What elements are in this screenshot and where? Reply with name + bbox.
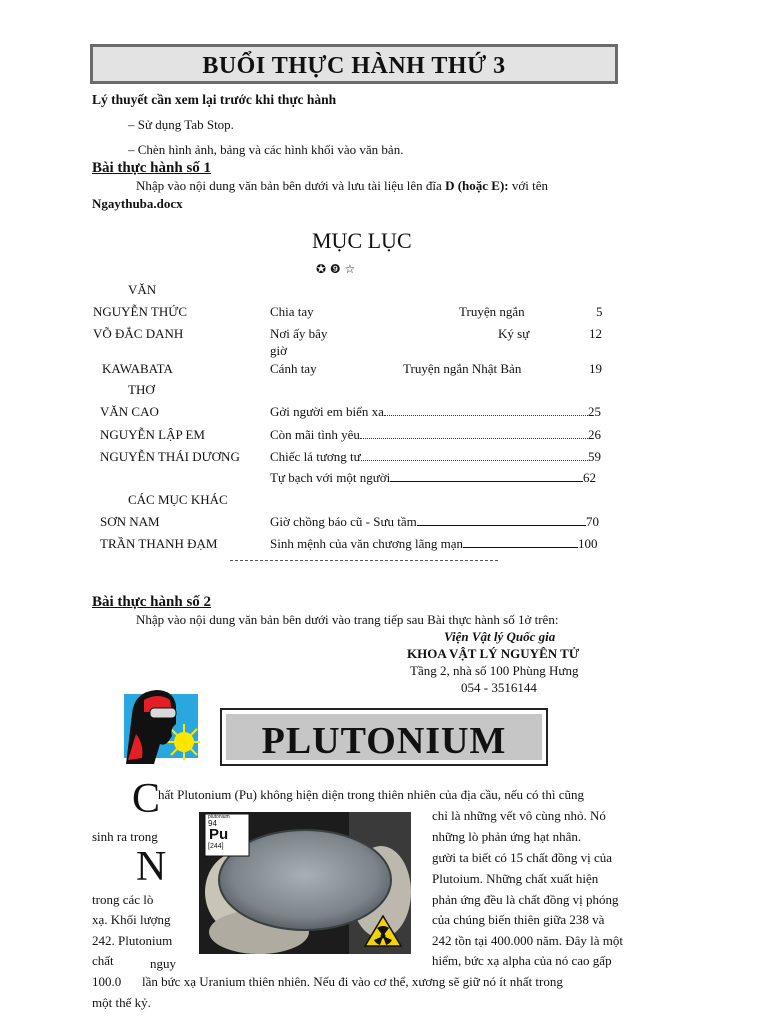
body-line: xạ. Khối lượng bbox=[92, 912, 171, 927]
toc-genre: Truyện ngắn Nhật Bản bbox=[403, 361, 522, 376]
banner-title: PLUTONIUM bbox=[261, 720, 507, 762]
dropcap-n: N bbox=[136, 844, 167, 890]
toc-title: MỤC LỤC bbox=[312, 228, 412, 253]
plutonium-photo bbox=[199, 812, 411, 954]
toc-entry bbox=[270, 470, 583, 486]
body-line: trong các lò bbox=[92, 892, 154, 907]
element-name: plutonium bbox=[208, 814, 230, 820]
ex1-drive: D (hoặc E): bbox=[445, 178, 509, 193]
toc-page: 59 bbox=[588, 449, 601, 464]
body-line: của chúng biến thiên giữa 238 và bbox=[432, 912, 605, 927]
org-name: Viện Vật lý Quốc gia bbox=[444, 629, 556, 644]
toc-genre: Truyện ngắn bbox=[459, 304, 525, 319]
ex1-instruction bbox=[136, 178, 548, 194]
toc-work: Chiếc lá tương tư bbox=[270, 449, 361, 464]
ex1-instruction-end: với tên bbox=[508, 178, 548, 193]
element-number: 94 bbox=[208, 819, 217, 828]
toc-work: Chia tay bbox=[270, 304, 314, 319]
toc-author: TRẦN THANH ĐẠM bbox=[100, 536, 218, 551]
ex1-heading: Bài thực hành số 1 bbox=[92, 160, 212, 176]
toc-work: Còn mãi tình yêu bbox=[270, 427, 360, 442]
toc-symbols: ✪ ❾ ☆ bbox=[316, 262, 356, 276]
toc-work: Cánh tay bbox=[270, 361, 317, 376]
toc-work: Sinh mệnh của văn chương lãng mạn bbox=[270, 536, 463, 551]
toc-work: Gởi người em biển xa bbox=[270, 404, 384, 419]
body-line: lần bức xạ Uranium thiên nhiên. Nếu đi vào cơ thể, xương sẽ giữ nó ít nhất trong bbox=[142, 974, 563, 989]
body-line: hất Plutonium (Pu) không hiện diện trong thiên nhiên của địa cầu, nếu có thì cũng bbox=[158, 787, 585, 802]
body-line: sinh ra trong bbox=[92, 829, 158, 844]
body-line: một thế kỷ. bbox=[92, 995, 151, 1010]
toc-work: Giờ chồng báo cũ - Sưu tầm bbox=[270, 514, 417, 529]
toc-author: SƠN NAM bbox=[100, 514, 160, 529]
toc-page: 19 bbox=[589, 361, 602, 376]
toc-section-tho: THƠ bbox=[128, 382, 155, 397]
toc-work: Tự bạch với một người bbox=[270, 470, 391, 485]
phone: 054 - 3516144 bbox=[461, 680, 537, 695]
toc-page: 100 bbox=[578, 536, 598, 551]
toc-page: 12 bbox=[589, 326, 602, 341]
body-line: 242. Plutonium bbox=[92, 933, 173, 948]
toc-section-khac: CÁC MỤC KHÁC bbox=[128, 492, 228, 507]
dept-name: KHOA VẬT LÝ NGUYÊN TỬ bbox=[407, 646, 580, 661]
scientist-icon bbox=[114, 684, 202, 770]
body-line: hiểm, bức xạ alpha của nó cao gấp bbox=[432, 953, 612, 968]
toc-entry bbox=[270, 404, 588, 420]
element-mass: [244] bbox=[208, 843, 224, 850]
toc-author: NGUYỄN THÁI DƯƠNG bbox=[100, 449, 240, 464]
toc-entry bbox=[270, 427, 588, 443]
ex1-filename: Ngaythuba.docx bbox=[92, 196, 183, 211]
theory-item: – Chèn hình ảnh, bảng và các hình khối vào văn bản. bbox=[128, 142, 404, 157]
toc-author: VÕ ĐẮC DANH bbox=[93, 326, 184, 341]
ex2-instruction: Nhập vào nội dung văn bản bên dưới vào trang tiếp sau Bài thực hành số 1ở trên: bbox=[136, 612, 559, 627]
toc-entry bbox=[270, 536, 578, 552]
theory-intro: Lý thuyết cần xem lại trước khi thực hành bbox=[92, 92, 337, 107]
toc-author: KAWABATA bbox=[102, 361, 173, 376]
body-line: chất bbox=[92, 953, 114, 968]
ex1-instruction-text: Nhập vào nội dung văn bản bên dưới và lưu tài liệu lên đĩa bbox=[136, 178, 446, 193]
section-divider bbox=[230, 560, 498, 561]
toc-section-van: VĂN bbox=[128, 282, 157, 297]
theory-item: – Sử dụng Tab Stop. bbox=[128, 117, 234, 132]
toc-page: 5 bbox=[596, 304, 603, 319]
body-line: chỉ là những vết vô cùng nhỏ. Nó bbox=[432, 808, 606, 823]
address: Tầng 2, nhà số 100 Phùng Hưng bbox=[410, 663, 579, 678]
toc-page: 25 bbox=[588, 404, 601, 419]
body-line: phản ứng đều là chất đồng vị phóng bbox=[432, 892, 619, 907]
toc-entry bbox=[270, 449, 588, 465]
toc-entry bbox=[270, 514, 586, 530]
toc-page: 26 bbox=[588, 427, 601, 442]
toc-page: 62 bbox=[583, 470, 596, 485]
body-line: 100.0 bbox=[92, 974, 122, 989]
ex2-heading: Bài thực hành số 2 bbox=[92, 594, 212, 610]
toc-page: 70 bbox=[586, 514, 599, 529]
page-title: BUỔI THỰC HÀNH THỨ 3 bbox=[202, 53, 506, 79]
toc-work: Nơi ấy bây bbox=[270, 326, 328, 341]
body-line: 242 tồn tại 400.000 năm. Đây là một bbox=[432, 933, 624, 948]
body-line: những lò phản ứng hạt nhân. bbox=[432, 829, 582, 844]
toc-author: NGUYỄN THỨC bbox=[93, 304, 187, 319]
page-title-box bbox=[90, 44, 618, 84]
body-line: Plutoium. Những chất xuất hiện bbox=[432, 871, 599, 886]
dropcap-c: C bbox=[132, 776, 161, 822]
toc-author: VĂN CAO bbox=[100, 404, 159, 419]
toc-author: NGUYỄN LẬP EM bbox=[100, 427, 205, 442]
element-symbol: Pu bbox=[209, 826, 229, 843]
plutonium-banner-fill bbox=[226, 714, 542, 760]
toc-work-cont: giờ bbox=[270, 343, 287, 358]
body-line: nguy bbox=[150, 956, 176, 971]
body-line: gười ta biết có 15 chất đồng vị của bbox=[432, 850, 612, 865]
plutonium-banner bbox=[220, 708, 548, 766]
toc-genre: Ký sự bbox=[498, 326, 530, 341]
